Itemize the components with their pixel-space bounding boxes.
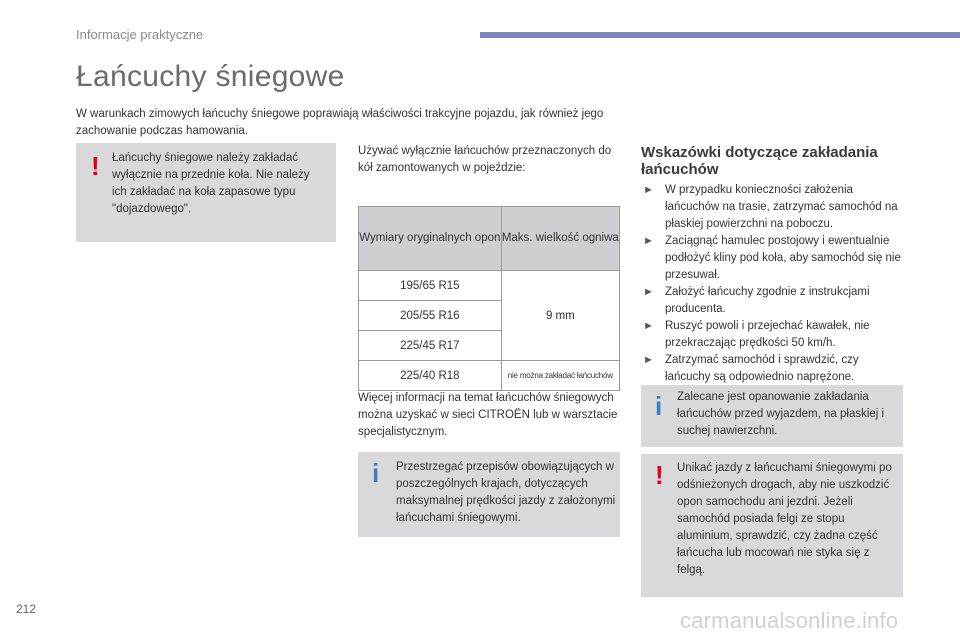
table-cell-tire-size: 225/40 R18 [359, 361, 502, 391]
table-row [359, 271, 620, 301]
info-note-text: Przestrzegać przepisów obowiązujących w poszczególnych krajach, dotyczących maksymalnej prędkości jazdy z założonymi łańcuchami śniegowymi. [396, 461, 616, 524]
list-item-text: W przypadku konieczności założenia łańcuchów na trasie, zatrzymać samochód na płaskiej powierzchni na poboczu. [665, 184, 898, 230]
table-header-tire-size: Wymiary oryginalnych opon [359, 207, 502, 271]
list-item-text: Zatrzymać samochód i sprawdzić, czy łańcuchy są odpowiednio naprężone. [665, 354, 859, 383]
table-row [359, 361, 620, 391]
tips-list [641, 182, 906, 386]
info-note-text: Zalecane jest opanowanie zakładania łańcuchów przed wyjazdem, na płaskiej i suchej nawierzchni. [677, 391, 885, 437]
table-cell-tire-size: 195/65 R15 [359, 271, 502, 301]
warning-note-text: Łańcuchy śniegowe należy zakładać wyłącznie na przednie koła. Nie należy ich zakładać na koła zapasowe typu "dojazdowego". [112, 152, 310, 215]
info-note-practice [641, 385, 903, 447]
table-cell-tire-size: 205/55 R16 [359, 301, 502, 331]
list-item [641, 318, 906, 352]
info-note-speed-regulations [358, 452, 620, 537]
arrow-bullet-icon: ► [643, 235, 654, 247]
table-header-row [359, 207, 620, 271]
chains-usage-paragraph: Używać wyłącznie łańcuchów przeznaczonych do kół zamontowanych w pojeździe: [358, 145, 612, 174]
section-label: Informacje praktyczne [76, 27, 204, 42]
table-header-link-size: Maks. wielkość ogniwa [501, 207, 619, 271]
list-item-text: Założyć łańcuchy zgodnie z instrukcjami producenta. [665, 286, 870, 315]
list-item [641, 182, 906, 233]
list-item [641, 352, 906, 386]
page-number: 212 [16, 602, 37, 616]
tire-chain-table [358, 206, 620, 391]
table-cell-link-size: 9 mm [501, 271, 619, 361]
watermark: carmanualsonline.info [680, 608, 899, 633]
list-item [641, 233, 906, 284]
arrow-bullet-icon: ► [643, 184, 654, 196]
more-info-paragraph: Więcej informacji na temat łańcuchów śniegowych można uzyskać w sieci CITROËN lub w warsztacie specjalistycznym. [358, 392, 618, 438]
tips-heading: Wskazówki dotyczące zakładania łańcuchów [641, 144, 878, 178]
page-title: Łańcuchy śniegowe [76, 60, 345, 93]
exclamation-icon: ! [655, 460, 664, 490]
intro-paragraph: W warunkach zimowych łańcuchy śniegowe poprawiają właściwości trakcyjne pojazdu, jak również jego zachowanie podczas hamowania. [76, 108, 604, 137]
header-accent-bar [480, 32, 960, 38]
table-cell-not-allowed: nie można zakładać łańcuchów [501, 361, 619, 391]
table-cell-tire-size: 225/45 R17 [359, 331, 502, 361]
arrow-bullet-icon: ► [643, 286, 654, 298]
list-item-text: Ruszyć powoli i przejechać kawałek, nie przekraczając prędkości 50 km/h. [665, 320, 870, 349]
info-icon: i [372, 458, 380, 488]
info-icon: i [655, 391, 663, 421]
list-item [641, 284, 906, 318]
arrow-bullet-icon: ► [643, 320, 654, 332]
list-item-text: Zaciągnąć hamulec postojowy i ewentualnie podłożyć kliny pod koła, aby samochód się nie przesuwał. [665, 235, 901, 281]
warning-note-text: Unikać jazdy z łańcuchami śniegowymi po odśnieżonych drogach, aby nie uszkodzić opon samochodu ani jezdni. Jeżeli samochód posiada felgi ze stopu aluminium, sprawdzić, czy żadna część łańcucha lub mocowań nie styka się z felgą. [677, 462, 892, 576]
warning-note-front-wheels [76, 143, 336, 242]
warning-note-cleared-roads [641, 454, 903, 597]
arrow-bullet-icon: ► [643, 354, 654, 366]
exclamation-icon: ! [91, 151, 100, 181]
